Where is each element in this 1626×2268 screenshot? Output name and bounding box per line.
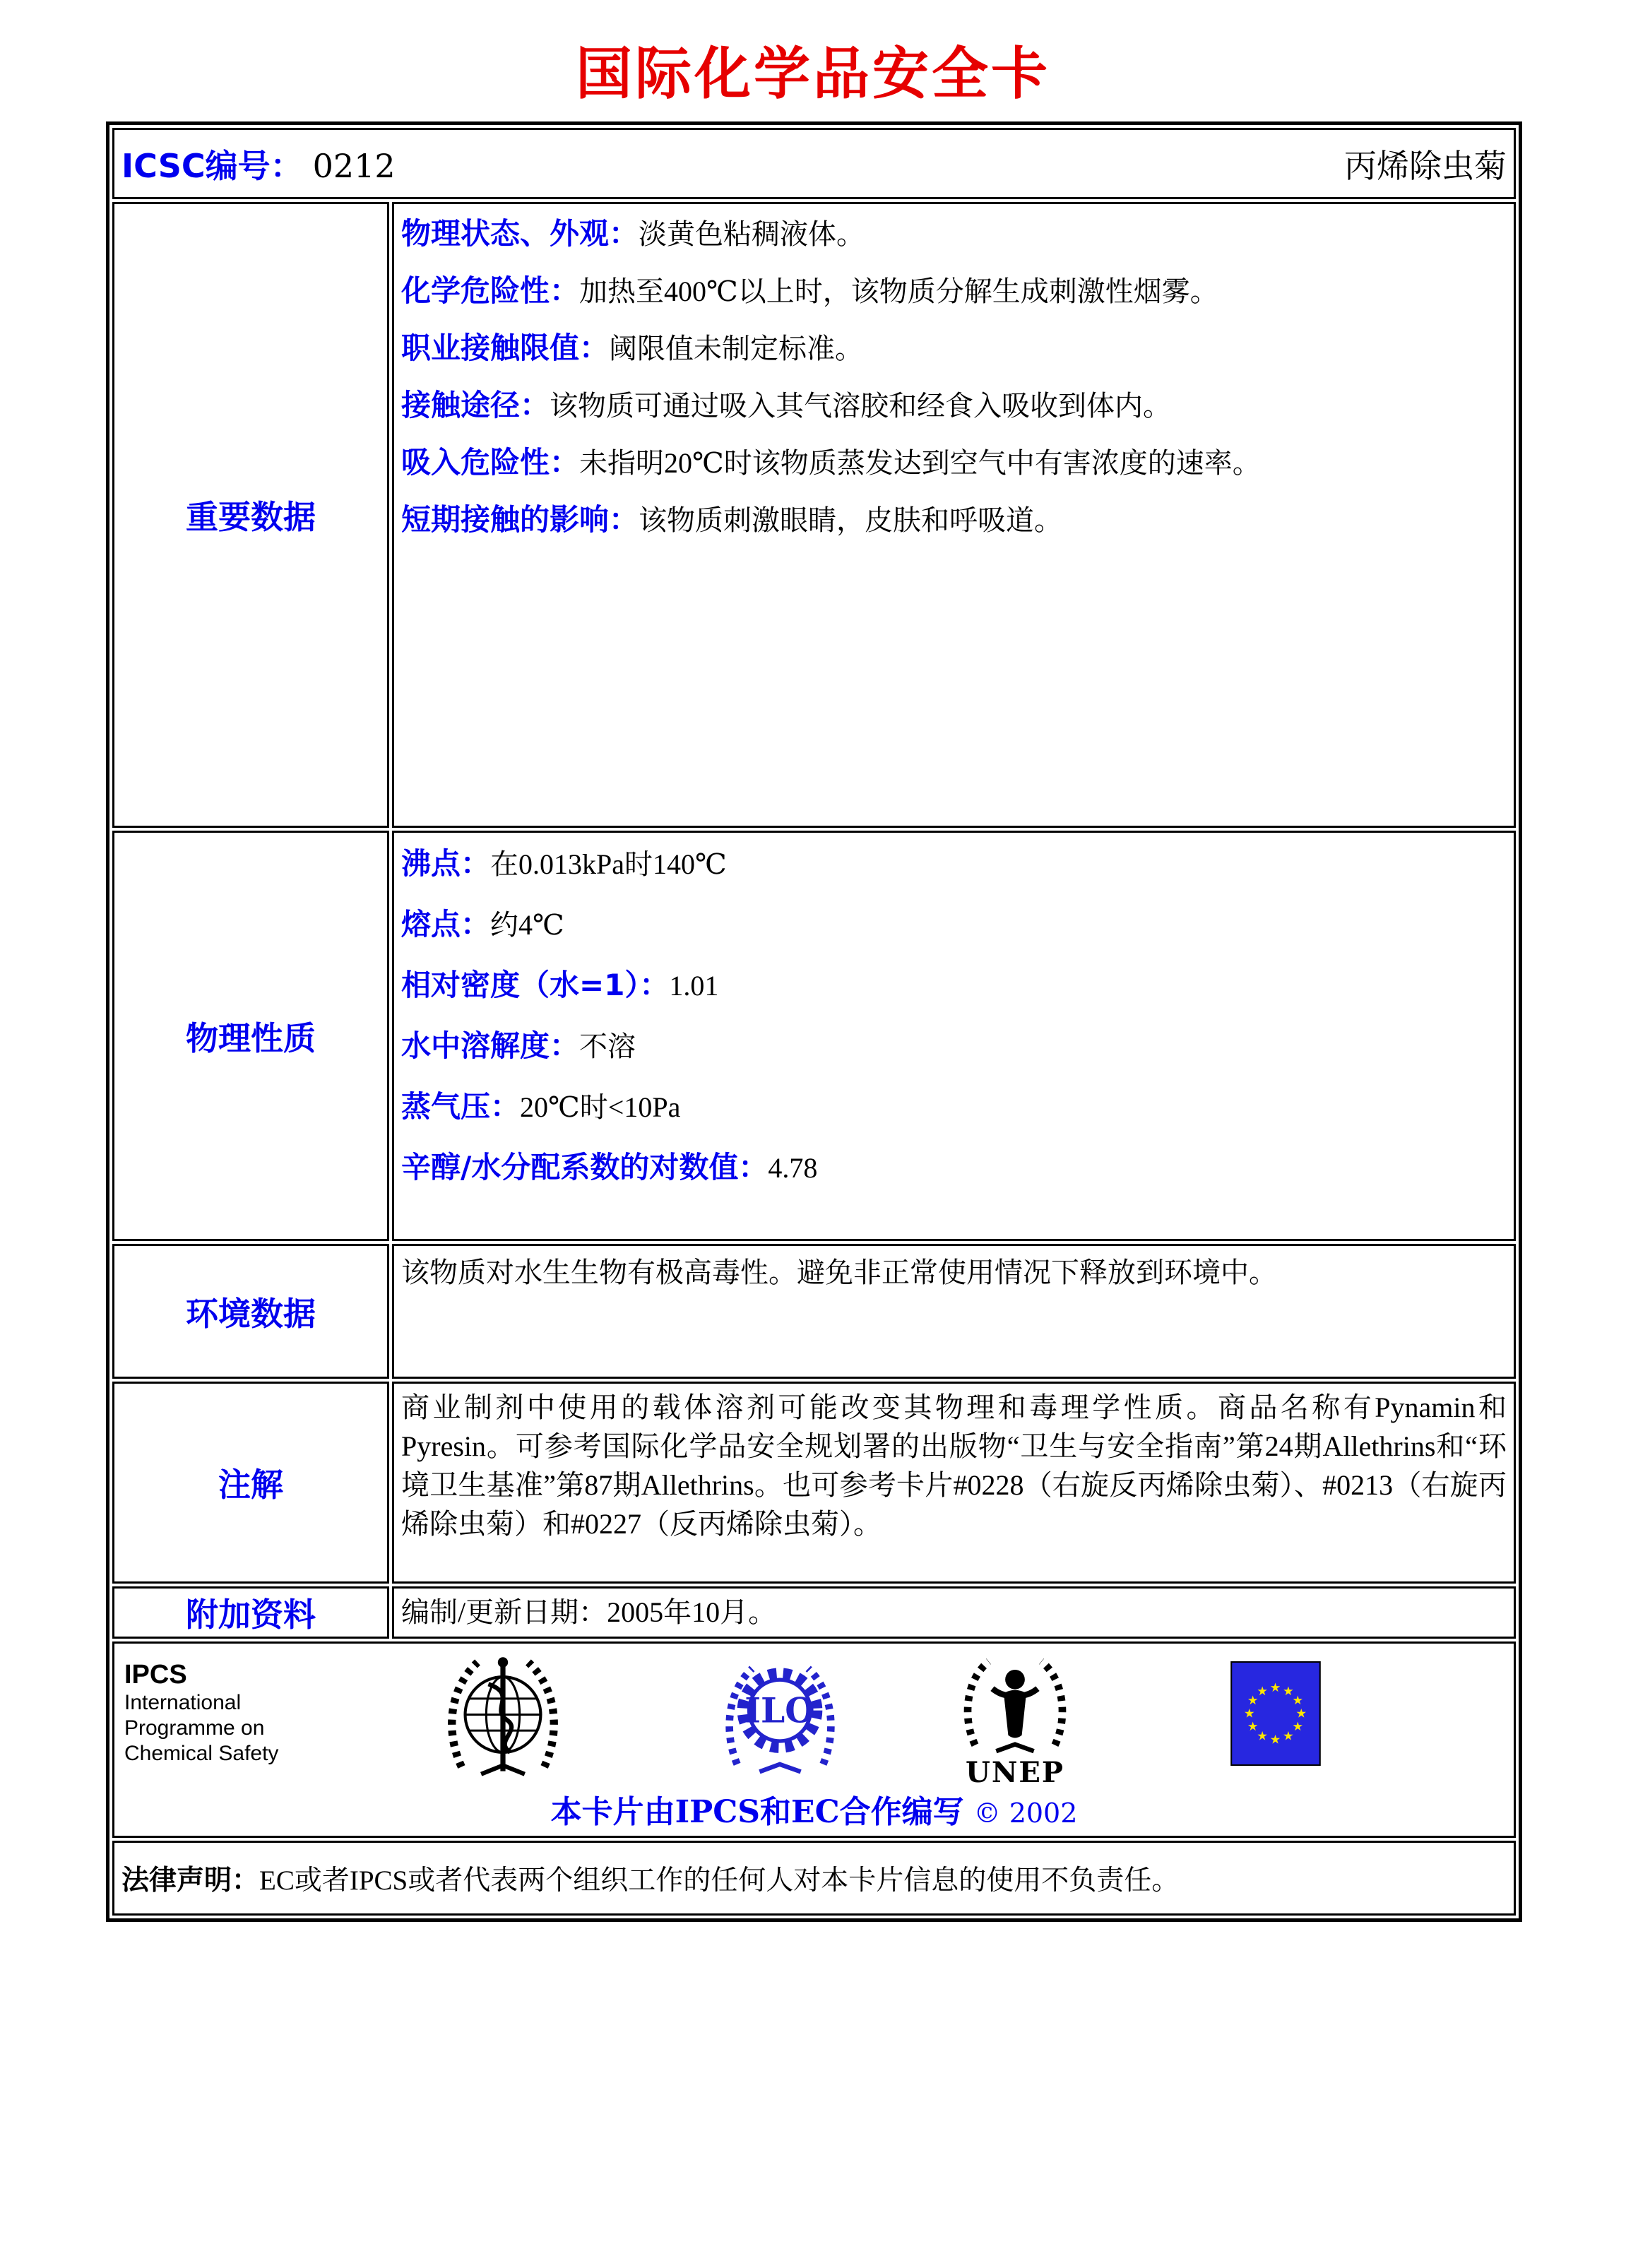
copyright-text: © 2002	[973, 1798, 1078, 1829]
unep-logo-text: UNEP	[965, 1756, 1064, 1789]
svg-text:★: ★	[1269, 1733, 1281, 1747]
physical-properties-content	[392, 831, 1516, 1241]
svg-text:★: ★	[1295, 1706, 1307, 1721]
caption-text: 本卡片由IPCS和EC合作编写	[550, 1794, 964, 1830]
field-water-solubility: 水中溶解度：不溶	[401, 1028, 636, 1063]
section-label-additional-info: 附加资料	[112, 1586, 389, 1639]
svg-text:★: ★	[1283, 1684, 1294, 1699]
field-melting-point: 熔点：约4℃	[401, 907, 564, 942]
svg-text:★: ★	[1247, 1694, 1259, 1709]
legal-cell	[112, 1841, 1516, 1916]
field-occupational-exposure-limit: 职业接触限值：阈限值未制定标准。	[401, 331, 864, 365]
ilo-logo-text: ILO	[744, 1690, 815, 1731]
table-row	[112, 1841, 1516, 1916]
field-relative-density: 相对密度（水=1）：1.01	[401, 968, 719, 1002]
ilo-logo-icon	[718, 1652, 842, 1783]
table-row	[112, 128, 1516, 199]
section-label-notes: 注解	[112, 1382, 389, 1584]
ipcs-text-block	[124, 1659, 278, 1767]
section-label-physical-properties: 物理性质	[112, 831, 389, 1241]
table-row	[112, 1382, 1516, 1584]
notes-content	[392, 1382, 1516, 1584]
legal-label: 法律声明：	[121, 1865, 260, 1896]
svg-text:★: ★	[1292, 1694, 1304, 1709]
icsc-number-group	[121, 141, 396, 187]
unep-logo-icon	[959, 1651, 1072, 1789]
ipcs-line: Programme on	[124, 1716, 265, 1740]
field-physical-state: 物理状态、外观：淡黄色粘稠液体。	[401, 216, 865, 251]
svg-text:★: ★	[1283, 1729, 1294, 1744]
footer-caption	[114, 1786, 1514, 1831]
svg-text:★: ★	[1257, 1684, 1268, 1699]
icsc-table	[106, 121, 1522, 1922]
svg-text:★: ★	[1243, 1706, 1255, 1721]
page-title: 国际化学品安全卡	[576, 40, 1050, 107]
svg-text:★: ★	[1257, 1729, 1268, 1744]
icsc-number-label: ICSC编号：	[121, 146, 303, 185]
header-cell	[112, 128, 1516, 199]
field-vapor-pressure: 蒸气压：20℃时<10Pa	[401, 1089, 681, 1124]
table-row	[112, 202, 1516, 828]
table-row	[112, 1244, 1516, 1379]
footer-cell	[112, 1641, 1516, 1838]
table-row	[112, 831, 1516, 1241]
field-routes-of-exposure: 接触途径：该物质可通过吸入其气溶胶和经食入吸收到体内。	[401, 388, 1172, 422]
svg-text:★: ★	[1292, 1719, 1304, 1734]
ipcs-line: Chemical Safety	[124, 1742, 279, 1765]
who-logo-icon	[439, 1649, 566, 1783]
chemical-name: 丙烯除虫菊	[1344, 148, 1507, 184]
table-row	[112, 1641, 1516, 1838]
section-label-environmental-data: 环境数据	[112, 1244, 389, 1379]
svg-text:★: ★	[1247, 1719, 1259, 1734]
field-update-date: 编制/更新日期：2005年10月。	[401, 1596, 777, 1628]
field-inhalation-risk: 吸入危险性：未指明20℃时该物质蒸发达到空气中有害浓度的速率。	[401, 445, 1261, 480]
environmental-data-content	[392, 1244, 1516, 1379]
ipcs-line: International	[124, 1691, 242, 1714]
additional-info-content	[392, 1586, 1516, 1639]
field-octanol-water-partition: 辛醇/水分配系数的对数值：4.78	[401, 1150, 818, 1185]
section-label-important-data: 重要数据	[112, 202, 389, 828]
eu-flag-icon	[1230, 1661, 1321, 1769]
notes-text: 商业制剂中使用的载体溶剂可能改变其物理和毒理学性质。商品名称有Pynamin和 Pyresin。可参考国际化学品安全规划署的出版物“卫生与安全指南”第24期Allethrins和“环境卫生基准”第87期Allethrins。也可参考卡片#0228（右旋反丙烯除虫菊）、#0213（右旋丙烯除虫菊）和#0227（反丙烯除虫菊）。	[401, 1391, 1507, 1540]
field-boiling-point: 沸点：在0.013kPa时140℃	[401, 846, 727, 881]
field-chemical-dangers: 化学危险性：加热至400℃以上时，该物质分解生成刺激性烟雾。	[401, 273, 1218, 308]
icsc-number-value: 0212	[312, 146, 396, 185]
legal-text: EC或者IPCS或者代表两个组织工作的任何人对本卡片信息的使用不负责任。	[259, 1865, 1180, 1896]
table-row	[112, 1586, 1516, 1639]
field-short-term-effects: 短期接触的影响：该物质刺激眼睛，皮肤和呼吸道。	[401, 502, 1063, 537]
ipcs-acronym: IPCS	[124, 1660, 187, 1690]
important-data-content	[392, 202, 1516, 828]
svg-text:★: ★	[1269, 1680, 1281, 1695]
environmental-data-text: 该物质对水生生物有极高毒性。避免非正常使用情况下释放到环境中。	[401, 1257, 1277, 1288]
